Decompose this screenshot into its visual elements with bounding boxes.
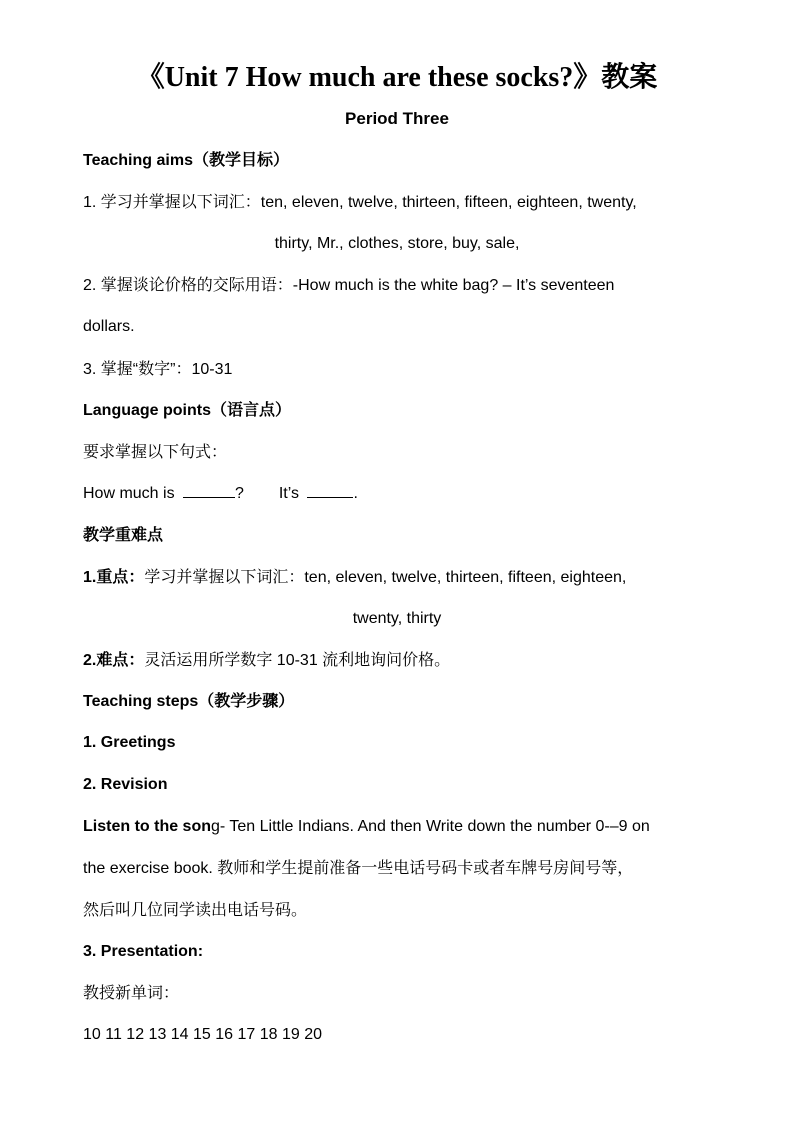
aim-1-line-1: 1. 学习并掌握以下词汇：ten, eleven, twelve, thirteen, fifteen, eighteen, twenty, xyxy=(83,194,637,211)
revision-line-1 xyxy=(83,815,723,839)
key-point-1-label: 1.重点： xyxy=(83,569,145,586)
key-point-2-text: 灵活运用所学数字 10-31 流利地询问价格。 xyxy=(144,652,451,669)
teaching-aims-heading: Teaching aims（教学目标） xyxy=(83,152,289,169)
aim-2-line-1: 2. 掌握谈论价格的交际用语：-How much is the white bag? – It’s seventeen xyxy=(83,277,615,294)
aim-3: 3. 掌握“数字”：10-31 xyxy=(83,361,233,378)
document-subtitle: Period Three xyxy=(345,109,449,128)
key-points-heading: 教学重难点 xyxy=(83,527,164,544)
aim-2-line-2: dollars. xyxy=(83,318,135,335)
pattern-a-blank xyxy=(183,482,235,498)
pattern-a-end: ? xyxy=(235,485,244,502)
aim-1-line-2: thirty, Mr., clothes, store, buy, sale, xyxy=(274,235,520,252)
language-points-intro: 要求掌握以下句式： xyxy=(83,444,228,461)
sentence-patterns xyxy=(83,482,723,506)
pattern-b-end: . xyxy=(353,485,358,502)
step-1-greetings: 1. Greetings xyxy=(83,734,176,751)
key-point-2 xyxy=(83,649,723,673)
pattern-b-text: It’s xyxy=(278,485,299,502)
pattern-b-blank xyxy=(307,482,353,498)
step-2-revision: 2. Revision xyxy=(83,776,168,793)
presentation-intro: 教授新单词： xyxy=(83,985,180,1002)
pattern-a-text: How much is xyxy=(83,485,175,502)
key-point-1-line-1 xyxy=(83,566,723,590)
document-title: 《Unit 7 How much are these socks?》教案 xyxy=(136,62,658,93)
step-3-presentation: 3. Presentation: xyxy=(83,943,204,960)
teaching-steps-heading: Teaching steps（教学步骤） xyxy=(83,693,295,710)
key-point-1-line-2: twenty, thirty xyxy=(352,610,442,627)
number-list: 10 11 12 13 14 15 16 17 18 19 20 xyxy=(83,1026,323,1043)
revision-bold-text: Listen to the son xyxy=(83,818,211,835)
key-point-1-text: 学习并掌握以下词汇：ten, eleven, twelve, thirteen, fifteen, eighteen, xyxy=(144,569,627,586)
key-point-2-label: 2.难点： xyxy=(83,652,145,669)
revision-line-3: 然后叫几位同学读出电话号码。 xyxy=(83,902,308,919)
language-points-heading: Language points（语言点） xyxy=(83,402,292,419)
revision-text: g- Ten Little Indians. And then Write down the number 0-–9 on xyxy=(211,818,650,835)
revision-line-2: the exercise book. 教师和学生提前准备一些电话号码卡或者车牌号房间号等， xyxy=(83,860,634,877)
